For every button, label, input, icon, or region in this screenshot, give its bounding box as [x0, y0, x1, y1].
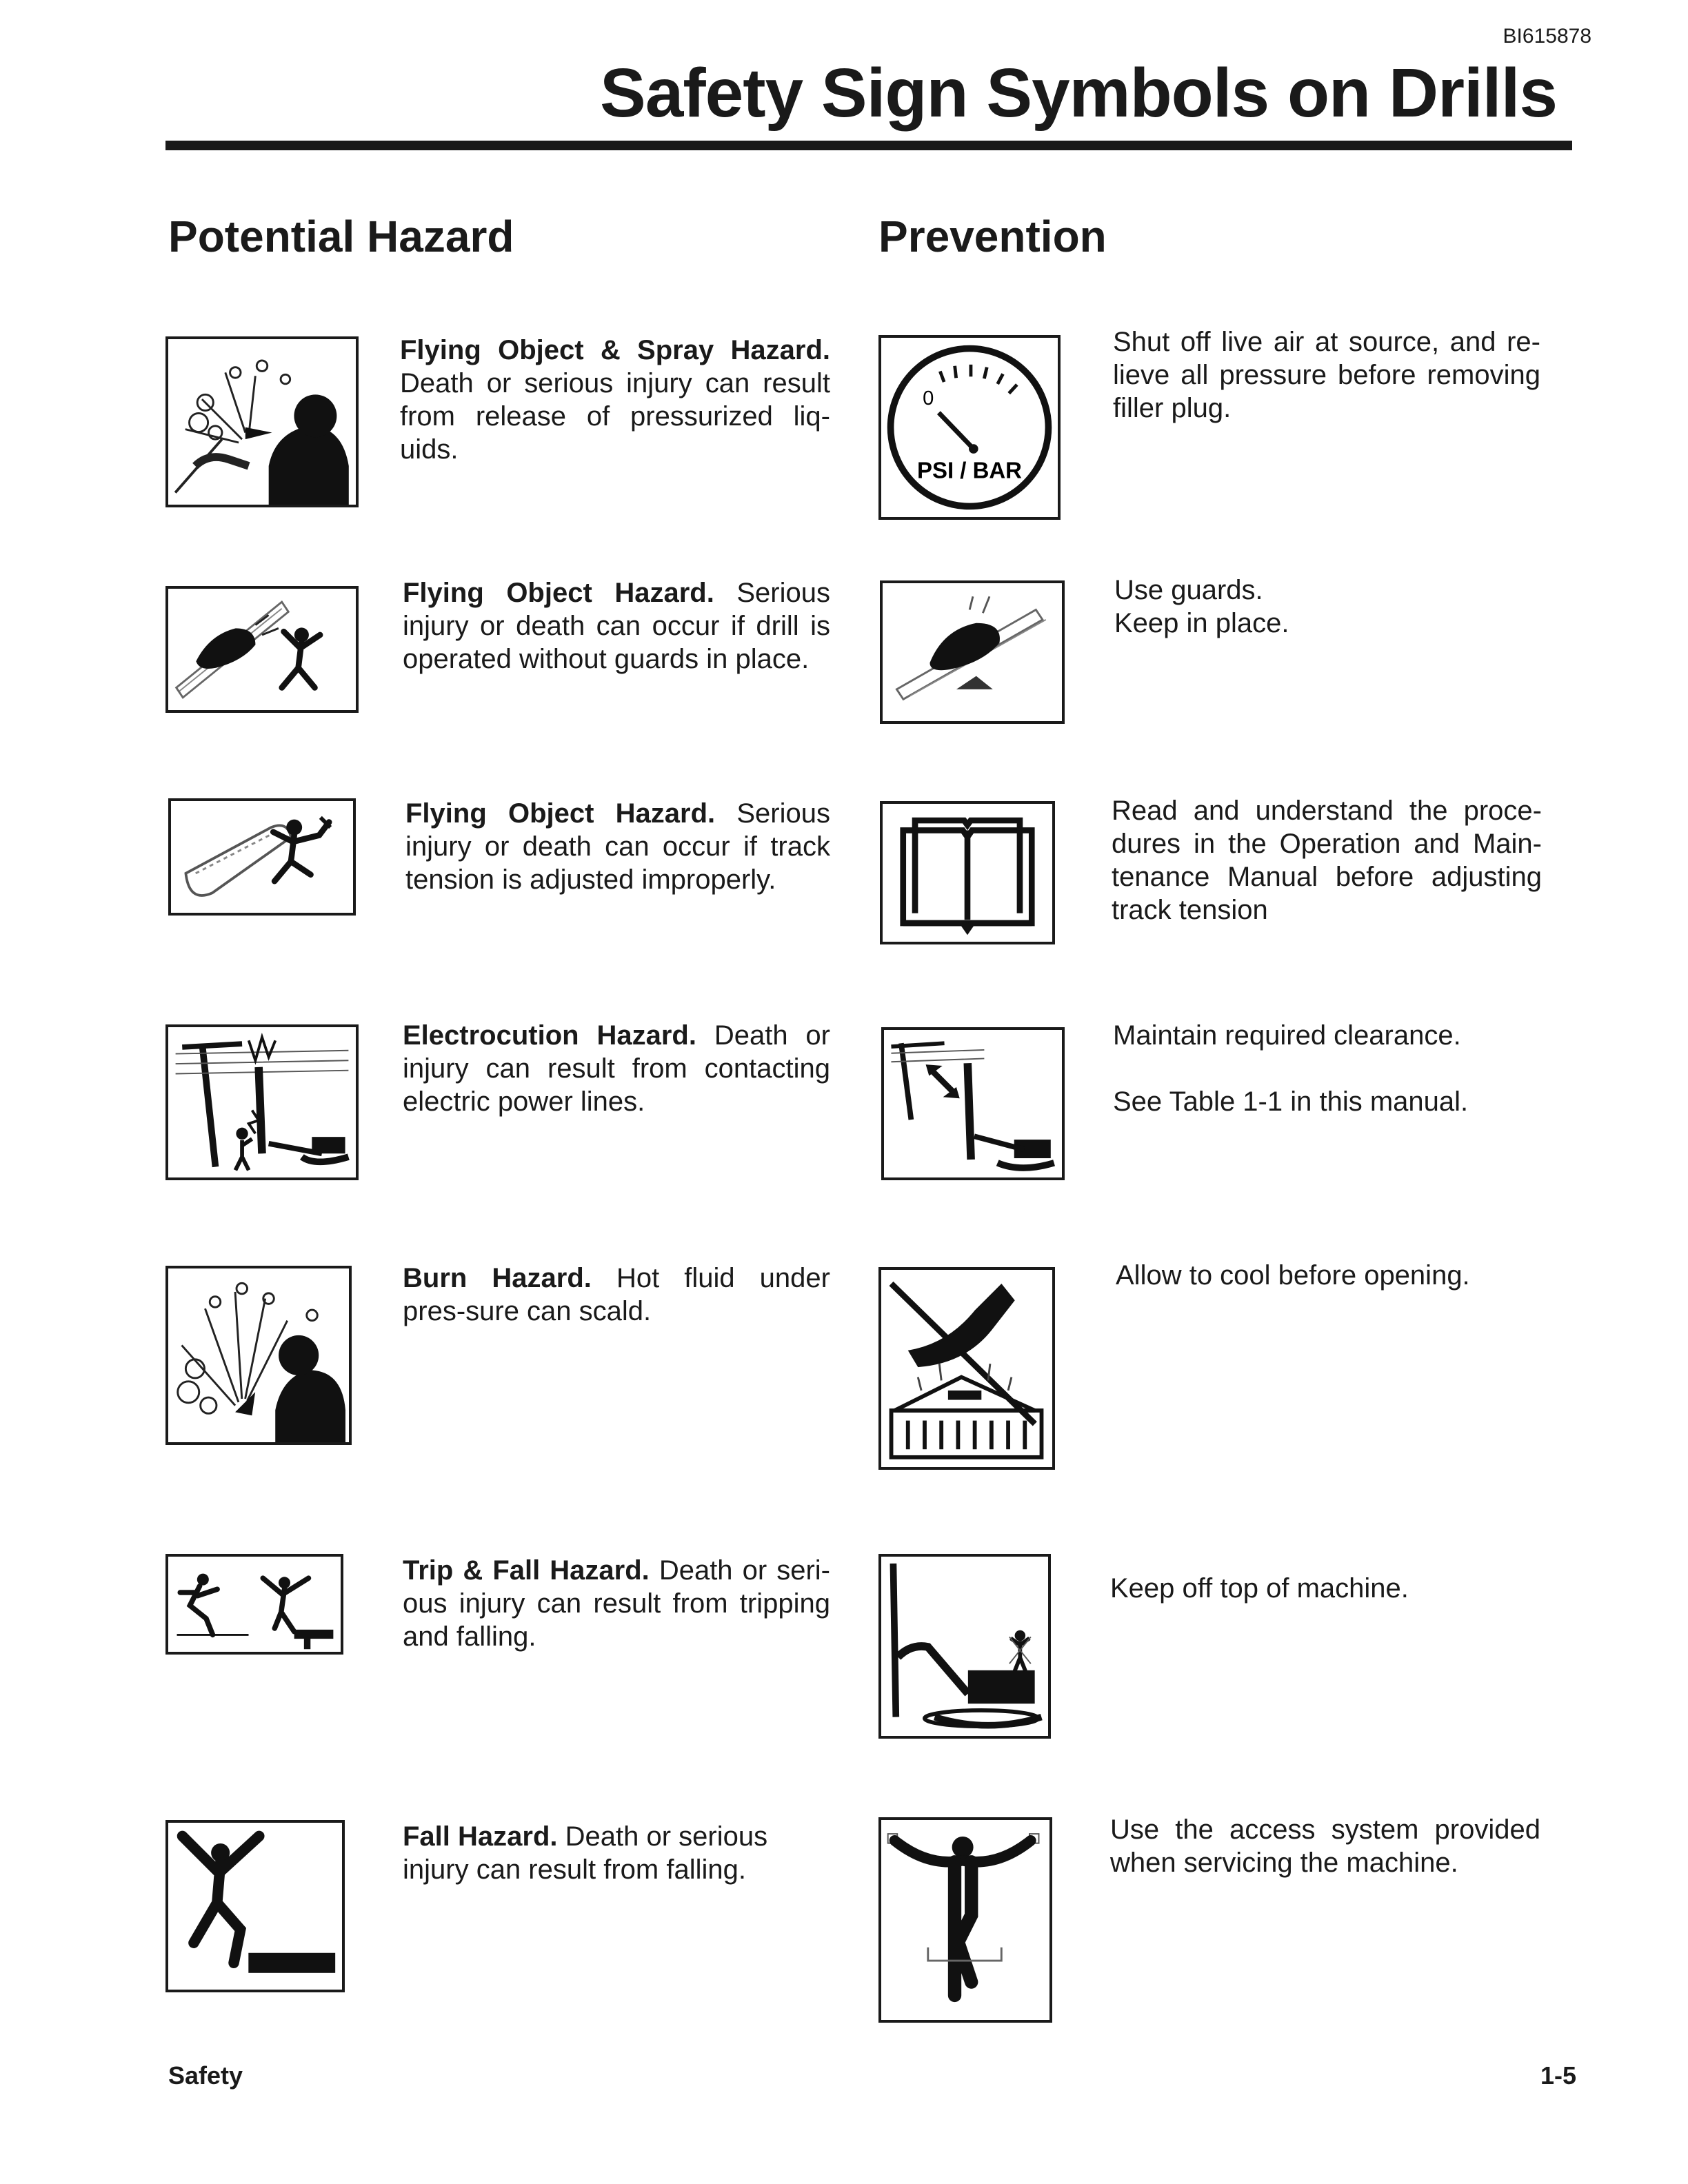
hazard-description — [403, 1019, 830, 1118]
trip-fall-icon — [165, 1554, 343, 1655]
hazard-text: Death or serious injury can result from release of pressurized liq-uids. — [400, 368, 830, 465]
hazard-description — [403, 1262, 830, 1328]
hazard-description — [403, 1820, 830, 1886]
hazard-description — [403, 1554, 830, 1653]
page-title: Safety Sign Symbols on Drills — [600, 54, 1557, 132]
track-tension-hazard-icon — [168, 798, 356, 916]
prevention-text: Read and understand the proce-dures in the Operation and Main-tenance Manual before adjusting track tension — [1112, 796, 1542, 925]
hazard-text: Serious injury or death can occur if track tension is adjusted improperly. — [405, 798, 830, 895]
gauge-zero-label: 0 — [923, 387, 934, 410]
prevention-text — [1114, 574, 1542, 640]
hazard-title: Trip & Fall Hazard. — [403, 1555, 650, 1586]
fall-hazard-icon — [165, 1820, 345, 1992]
prevention-line: Use guards. — [1114, 575, 1263, 605]
electrocution-icon — [165, 1024, 359, 1180]
keep-off-machine-icon — [878, 1554, 1051, 1739]
hazard-description — [405, 797, 830, 896]
hazard-description — [403, 576, 830, 676]
hazard-title: Flying Object & Spray Hazard. — [400, 335, 830, 365]
prevention-text: Allow to cool before opening. — [1116, 1260, 1470, 1291]
page-number: 1-5 — [1540, 2061, 1576, 2090]
hazard-text: Serious injury or death can occur if drill is operated without guards in place. — [403, 578, 830, 674]
access-system-icon — [878, 1817, 1052, 2023]
hazard-title: Flying Object Hazard. — [405, 798, 716, 829]
hazard-text: Death or injury can result from contacting electric power lines. — [403, 1020, 830, 1117]
prevention-text — [1113, 1019, 1540, 1118]
prevention-line: Maintain required clearance. — [1113, 1020, 1461, 1051]
power-line-clearance-icon — [881, 1027, 1065, 1180]
pressure-gauge-icon — [878, 335, 1061, 520]
prevention-text: Keep off top of machine. — [1110, 1573, 1409, 1604]
footer-section: Safety — [168, 2061, 243, 2090]
prevention-line: Keep in place. — [1114, 608, 1289, 638]
hazard-text: Death or serious injury can result from falling. — [403, 1821, 768, 1885]
hazard-title: Burn Hazard. — [403, 1263, 592, 1293]
manual-book-icon — [880, 801, 1055, 944]
flying-object-spray-icon — [165, 336, 359, 507]
column-heading-hazard: Potential Hazard — [168, 212, 514, 261]
column-heading-prevention: Prevention — [878, 212, 1107, 261]
allow-to-cool-icon — [878, 1267, 1055, 1470]
hazard-title: Fall Hazard. — [403, 1821, 558, 1852]
prevention-text: Shut off live air at source, and re-lieve all pressure before removing filler plug. — [1113, 327, 1540, 423]
hazard-title: Flying Object Hazard. — [403, 578, 714, 608]
document-code: BI615878 — [1503, 25, 1591, 48]
hazard-title: Electrocution Hazard. — [403, 1020, 696, 1051]
hazard-text: Death or seri-ous injury can result from tripping and falling. — [403, 1555, 830, 1652]
hazard-description — [400, 334, 830, 466]
flying-object-guard-icon — [165, 586, 359, 713]
hazard-text: Hot fluid under pres-sure can scald. — [403, 1263, 830, 1326]
gauge-units-label: PSI / BAR — [917, 457, 1022, 483]
prevention-line: See Table 1-1 in this manual. — [1113, 1086, 1469, 1117]
prevention-text: Use the access system provided when servicing the machine. — [1110, 1814, 1540, 1878]
title-rule — [165, 141, 1572, 150]
guard-in-place-icon — [880, 580, 1065, 724]
hot-fluid-burn-icon — [165, 1266, 352, 1445]
